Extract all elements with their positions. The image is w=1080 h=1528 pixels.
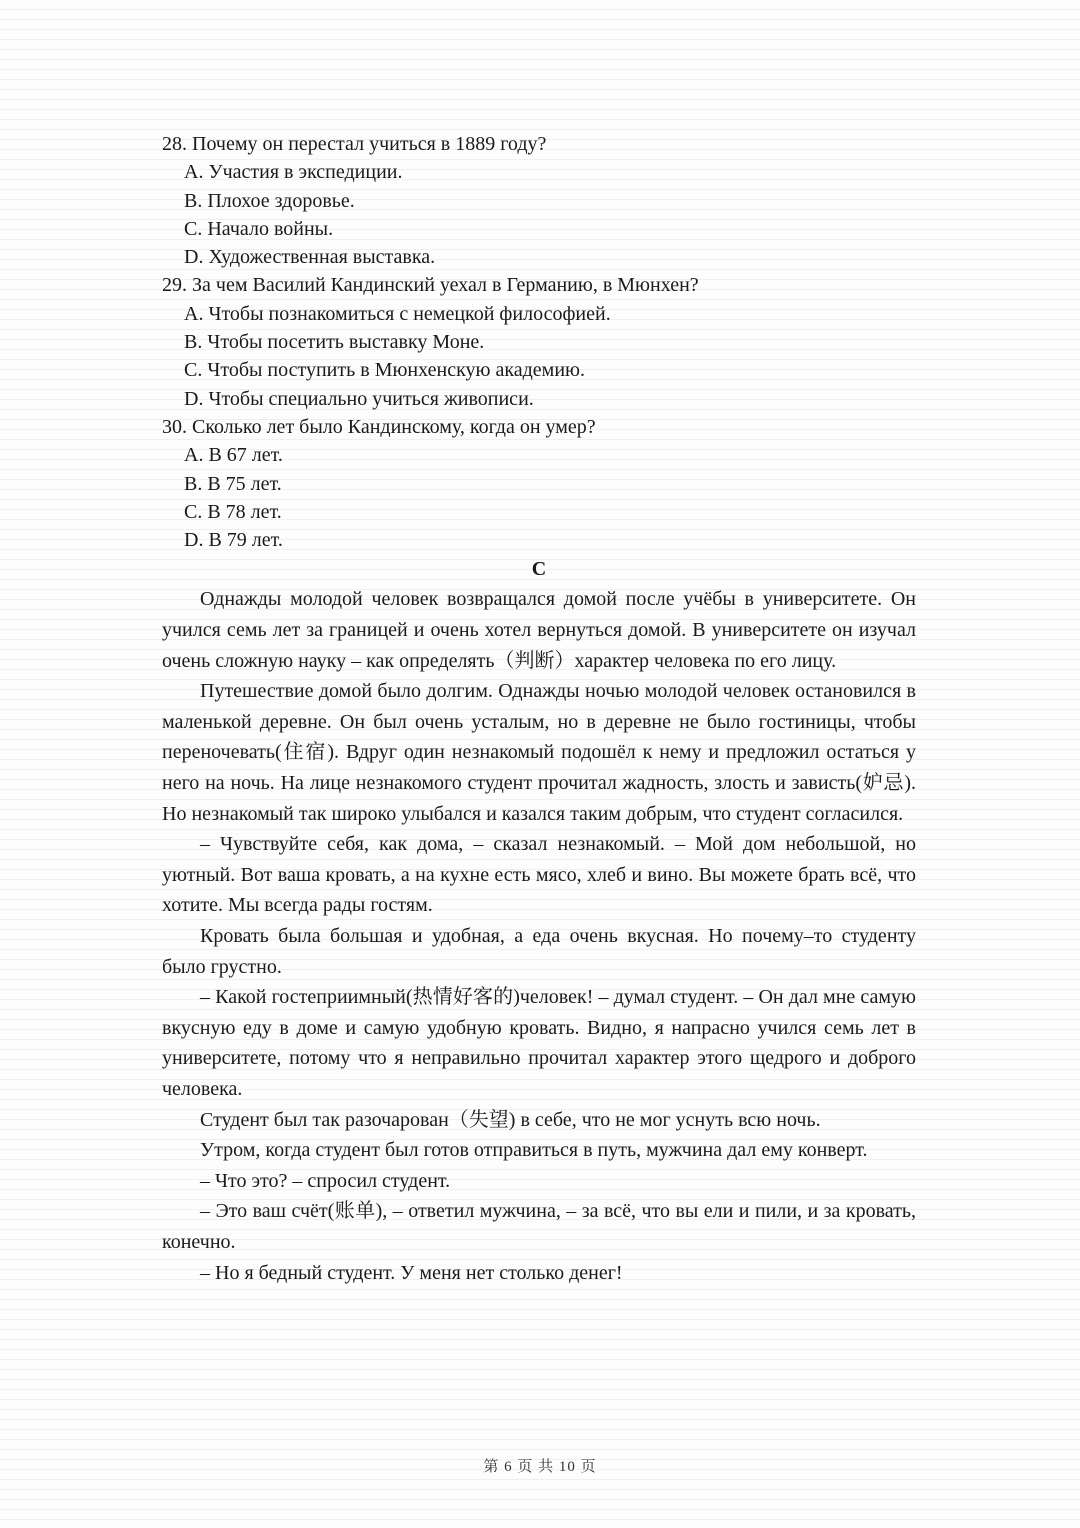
paragraph: – Что это? – спросил студент. (200, 1169, 451, 1192)
paragraph: – Какой гостеприимный(热情好客的)человек! – думал студент. – Он дал мне самую вкусную еду в доме и самую удобную кровать. Видно, я напрасно учился семь лет в университете, потому что я неправильно прочитал характер этого щедрого и доброго человека. (162, 986, 916, 1100)
page-number-footer: 第 6 页 共 10 页 (483, 1459, 597, 1475)
option-29-b: B. Чтобы посетить выставку Моне. (184, 331, 485, 354)
reading-text (162, 584, 916, 1288)
paragraph: Утром, когда студент был готов отправиться в путь, мужчина дал ему конверт. (200, 1139, 868, 1162)
option-30-d: D. В 79 лет. (184, 529, 283, 552)
paragraph: Путешествие домой было долгим. Однажды ночью молодой человек остановился в маленькой деревне. Он был очень усталым, но в деревне не было гостиницы, чтобы переночевать(住宿). Вдруг один незнакомый подошёл к нему и предложил остаться у него на ночь. На лице незнакомого студент прочитал жадность, злость и зависть(妒忌). Но незнакомый так широко улыбался и казался таким добрым, что студент согласился. (162, 680, 916, 825)
option-29-c: C. Чтобы поступить в Мюнхенскую академию. (184, 359, 585, 382)
question-29: 29. За чем Василий Кандинский уехал в Германию, в Мюнхен? (162, 274, 699, 297)
question-block-30 (162, 413, 916, 554)
paragraph: Кровать была большая и удобная, а еда очень вкусная. Но почему–то студенту было грустно. (162, 924, 916, 978)
page-content (162, 130, 916, 1288)
option-30-a: A. В 67 лет. (184, 444, 283, 467)
paragraph: – Это ваш счёт(账单), – ответил мужчина, – за всё, что вы ели и пили, и за кровать, конечно. (162, 1200, 916, 1253)
paragraph: – Но я бедный студент. У меня нет столько денег! (200, 1261, 623, 1284)
question-28: 28. Почему он перестал учиться в 1889 году? (162, 133, 547, 155)
question-block-29 (162, 271, 916, 412)
option-28-a: A. Участия в экспедиции. (184, 161, 403, 184)
paragraph: Однажды молодой человек возвращался домой после учёбы в университете. Он учился семь лет за границей и очень хотел вернуться домой. В университете он изучал очень сложную науку – как определять（判断）характер человека по его лицу. (162, 588, 916, 672)
option-28-d: D. Художественная выставка. (184, 246, 436, 269)
question-30: 30. Сколько лет было Кандинскому, когда он умер? (162, 415, 596, 438)
option-28-b: B. Плохое здоровье. (184, 189, 355, 212)
option-30-b: B. В 75 лет. (184, 472, 282, 495)
option-28-c: C. Начало войны. (184, 217, 334, 240)
paragraph: Студент был так разочарован（失望) в себе, что не мог уснуть всю ночь. (200, 1108, 821, 1131)
option-29-d: D. Чтобы специально учиться живописи. (184, 387, 534, 410)
section-heading: C (531, 558, 547, 581)
option-30-c: C. В 78 лет. (184, 500, 282, 523)
paragraph: – Чувствуйте себя, как дома, – сказал незнакомый. – Мой дом небольшой, но уютный. Вот ваша кровать, а на кухне есть мясо, хлеб и вино. Вы можете брать всё, что хотите. Мы всегда рады гостям. (162, 833, 916, 917)
question-block-28 (162, 130, 916, 271)
option-29-a: A. Чтобы познакомиться с немецкой философией. (184, 302, 611, 325)
